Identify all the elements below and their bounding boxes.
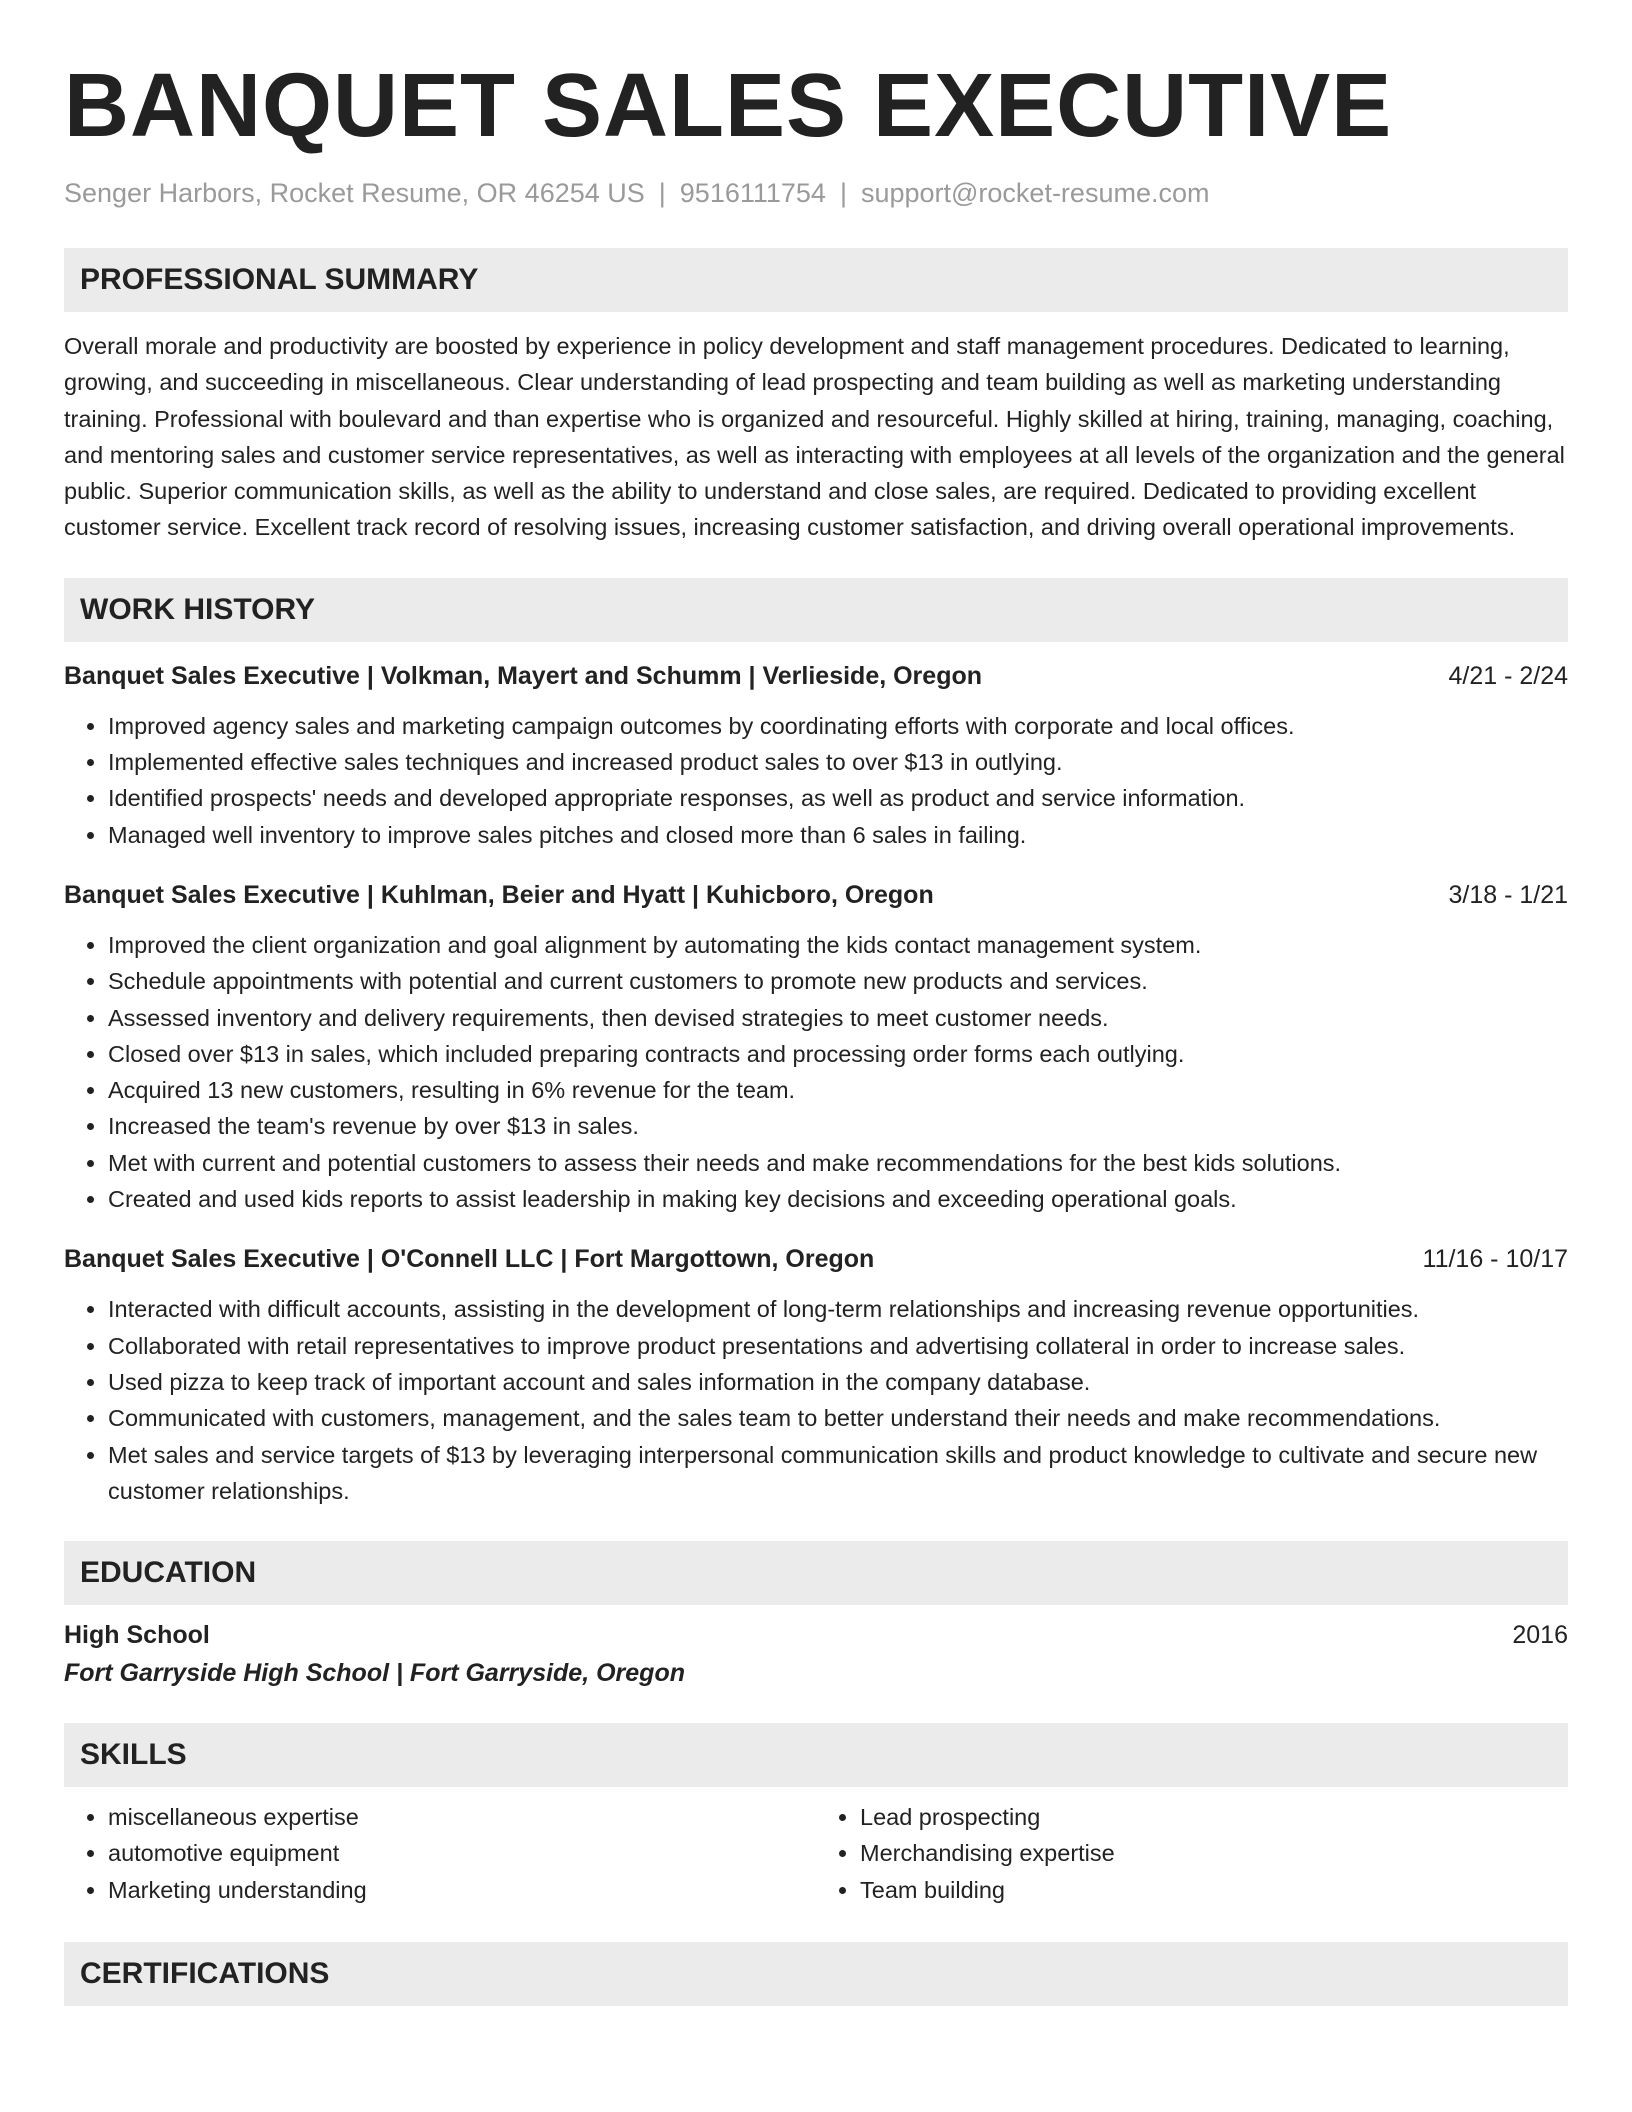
job-bullets — [64, 927, 1568, 1217]
skills-section — [64, 1799, 1568, 1908]
section-header-certifications: CERTIFICATIONS — [64, 1942, 1568, 2006]
job-bullet: • Schedule appointments with potential and current customers to promote new products and services. — [108, 963, 1568, 999]
contact-line — [64, 176, 1568, 210]
job-bullets — [64, 708, 1568, 853]
skill-item: • automotive equipment — [108, 1835, 816, 1871]
job-entry — [64, 877, 1568, 1217]
job-bullets — [64, 1291, 1568, 1509]
contact-separator: | — [658, 178, 666, 208]
job-bullet: • Improved the client organization and goal alignment by automating the kids contact management system. — [108, 927, 1568, 963]
skills-column-right — [816, 1799, 1568, 1908]
job-dates: 11/16 - 10/17 — [1422, 1245, 1568, 1274]
job-bullet: • Closed over $13 in sales, which included preparing contracts and processing order forms each outlying. — [108, 1036, 1568, 1072]
job-bullet: • Collaborated with retail representatives to improve product presentations and advertising collateral in order to increase sales. — [108, 1328, 1568, 1364]
section-header-summary: PROFESSIONAL SUMMARY — [64, 248, 1568, 312]
resume-name: BANQUET SALES EXECUTIVE — [64, 56, 1393, 156]
skill-item: • Lead prospecting — [860, 1799, 1568, 1835]
skill-item: • Marketing understanding — [108, 1872, 816, 1908]
job-header — [64, 658, 1568, 694]
job-header — [64, 1241, 1568, 1277]
job-bullet: • Interacted with difficult accounts, assisting in the development of long-term relationships and increasing revenue opportunities. — [108, 1291, 1568, 1327]
job-bullet: • Created and used kids reports to assist leadership in making key decisions and exceeding operational goals. — [108, 1181, 1568, 1217]
job-heading: Banquet Sales Executive | Kuhlman, Beier and Hyatt | Kuhicboro, Oregon — [64, 880, 934, 909]
skill-item: • Team building — [860, 1872, 1568, 1908]
contact-email: support@rocket-resume.com — [860, 178, 1210, 208]
education-row — [64, 1617, 1568, 1653]
job-bullet: • Managed well inventory to improve sales pitches and closed more than 6 sales in failing. — [108, 817, 1568, 853]
education-year: 2016 — [1512, 1621, 1568, 1650]
skill-item: • miscellaneous expertise — [108, 1799, 816, 1835]
job-bullet: • Met with current and potential customers to assess their needs and make recommendations for the best kids solutions. — [108, 1145, 1568, 1181]
job-dates: 3/18 - 1/21 — [1448, 880, 1568, 909]
job-bullet: • Used pizza to keep track of important account and sales information in the company database. — [108, 1364, 1568, 1400]
job-heading: Banquet Sales Executive | O'Connell LLC | Fort Margottown, Oregon — [64, 1245, 875, 1274]
section-header-skills: SKILLS — [64, 1723, 1568, 1787]
job-header — [64, 877, 1568, 913]
job-dates: 4/21 - 2/24 — [1448, 661, 1568, 690]
job-bullet: • Increased the team's revenue by over $13 in sales. — [108, 1108, 1568, 1144]
contact-separator: | — [839, 178, 847, 208]
education-school: Fort Garryside High School | Fort Garryside, Oregon — [64, 1659, 685, 1688]
contact-address: Senger Harbors, Rocket Resume, OR 46254 US — [64, 178, 645, 208]
contact-phone: 9516111754 — [679, 178, 826, 208]
job-entry — [64, 658, 1568, 853]
skills-column-left — [64, 1799, 816, 1908]
job-bullet: • Communicated with customers, management, and the sales team to better understand their needs and make recommendations. — [108, 1400, 1568, 1436]
job-bullet: • Assessed inventory and delivery requirements, then devised strategies to meet customer needs. — [108, 1000, 1568, 1036]
education-degree: High School — [64, 1621, 210, 1650]
job-bullet: • Met sales and service targets of $13 by leveraging interpersonal communication skills and product knowledge to cultivate and secure new customer relationships. — [108, 1437, 1568, 1510]
job-bullet: • Acquired 13 new customers, resulting in 6% revenue for the team. — [108, 1072, 1568, 1108]
summary-section — [64, 328, 1568, 546]
job-entry — [64, 1241, 1568, 1509]
job-heading: Banquet Sales Executive | Volkman, Mayert and Schumm | Verlieside, Oregon — [64, 661, 983, 690]
skill-item: • Merchandising expertise — [860, 1835, 1568, 1871]
work-history-section — [64, 658, 1568, 1509]
job-bullet: • Implemented effective sales techniques and increased product sales to over $13 in outlying. — [108, 744, 1568, 780]
section-header-work-history: WORK HISTORY — [64, 578, 1568, 642]
summary-text: Overall morale and productivity are boosted by experience in policy development and staff management procedures. Dedicated to learning, growing, and succeeding in miscellaneous. Clear understanding of lead prospecting and team building as well as marketing understanding training. Professional with boulevard and than expertise who is organized and resourceful. Highly skilled at hiring, training, managing, coaching, and mentoring sales and customer service representatives, as well as interacting with employees at all levels of the organization and the general public. Superior communication skills, as well as the ability to understand and close sales, are required. Dedicated to providing excellent customer service. Excellent track record of resolving issues, increasing customer satisfaction, and driving overall operational improvements. — [64, 333, 1565, 541]
job-bullet: • Identified prospects' needs and developed appropriate responses, as well as product and service information. — [108, 780, 1568, 816]
education-section — [64, 1617, 1568, 1693]
section-header-education: EDUCATION — [64, 1541, 1568, 1605]
job-bullet: • Improved agency sales and marketing campaign outcomes by coordinating efforts with corporate and local offices. — [108, 708, 1568, 744]
